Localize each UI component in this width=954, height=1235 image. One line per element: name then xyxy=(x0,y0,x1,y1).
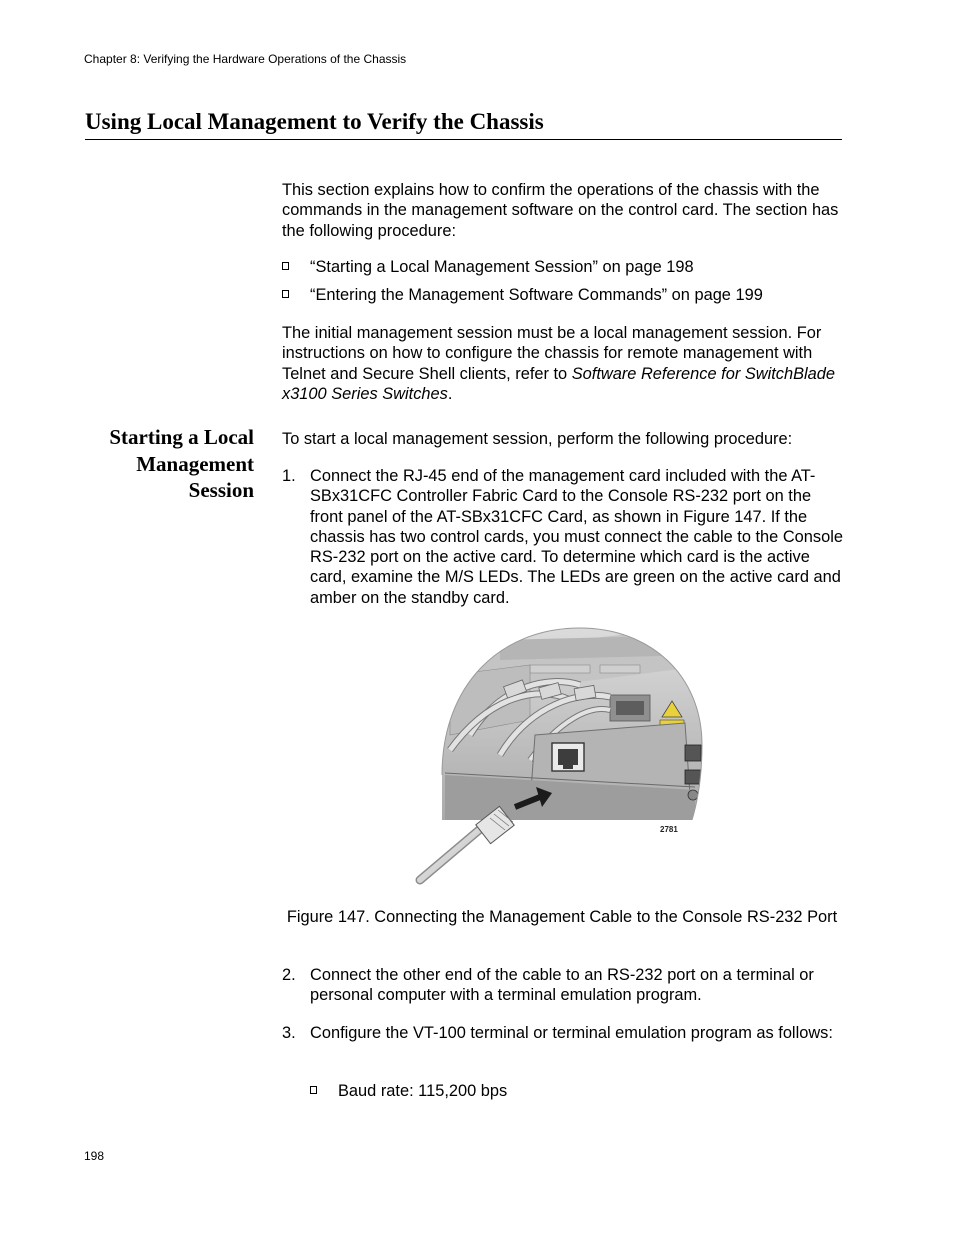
note-suffix: . xyxy=(447,384,453,403)
remote-management-note xyxy=(282,323,844,404)
checkbox-bullet-icon xyxy=(282,290,289,298)
procedure-link-text: “Starting a Local Management Session” on page 198 xyxy=(310,258,694,276)
terminal-setting-text: Baud rate: 115,200 bps xyxy=(338,1082,508,1100)
note-text: The initial management session must be a local management session. For instructions on how to configure the chassis for remote management with Telnet and Secure Shell clients, refer to xyxy=(282,324,822,383)
chassis-cable-illustration xyxy=(410,625,710,887)
figure-illustration xyxy=(410,625,710,887)
step-text: Connect the other end of the cable to an RS-232 port on a terminal or personal computer with a terminal emulation program. xyxy=(310,966,814,1005)
running-header: Chapter 8: Verifying the Hardware Operations of the Chassis xyxy=(84,52,407,66)
step-number: 2. xyxy=(282,966,296,984)
subsection-heading xyxy=(60,424,254,504)
subsection-heading-line: Management xyxy=(136,451,254,476)
figure-caption: Figure 147. Connecting the Management Cable to the Console RS-232 Port xyxy=(286,908,838,926)
checkbox-bullet-icon xyxy=(310,1086,317,1094)
step-number: 1. xyxy=(282,467,296,485)
subsection-heading-line: Starting a Local xyxy=(109,425,254,449)
step-number: 3. xyxy=(282,1024,296,1042)
subsection-heading-line: Session xyxy=(188,478,254,502)
figure-label: 2781 xyxy=(660,825,678,834)
checkbox-bullet-icon xyxy=(282,262,289,270)
document-reference: Software Reference for SwitchBlade x3100 Series Switches xyxy=(282,364,836,403)
procedure-link-text: “Entering the Management Software Commands” on page 199 xyxy=(310,286,763,304)
section-title: Using Local Management to Verify the Chassis xyxy=(85,108,842,140)
step-text: Configure the VT-100 terminal or terminal emulation program as follows: xyxy=(310,1024,833,1042)
step-text: Connect the RJ-45 end of the management card included with the AT-SBx31CFC Controller Fabric Card to the Console RS-232 port on the front panel of the AT-SBx31CFC Card, as shown in Figure 147. If the chassis has two control cards, you must connect the cable to the Console RS-232 port on the active card. To determine which card is the active card, examine the M/S LEDs. The LEDs are green on the active card and amber on the standby card. xyxy=(310,467,843,607)
page-number: 198 xyxy=(84,1149,105,1163)
intro-paragraph: This section explains how to confirm the operations of the chassis with the commands in the management software on the control card. The section has the following procedure: xyxy=(282,181,839,240)
procedure-lead: To start a local management session, perform the following procedure: xyxy=(282,430,793,448)
